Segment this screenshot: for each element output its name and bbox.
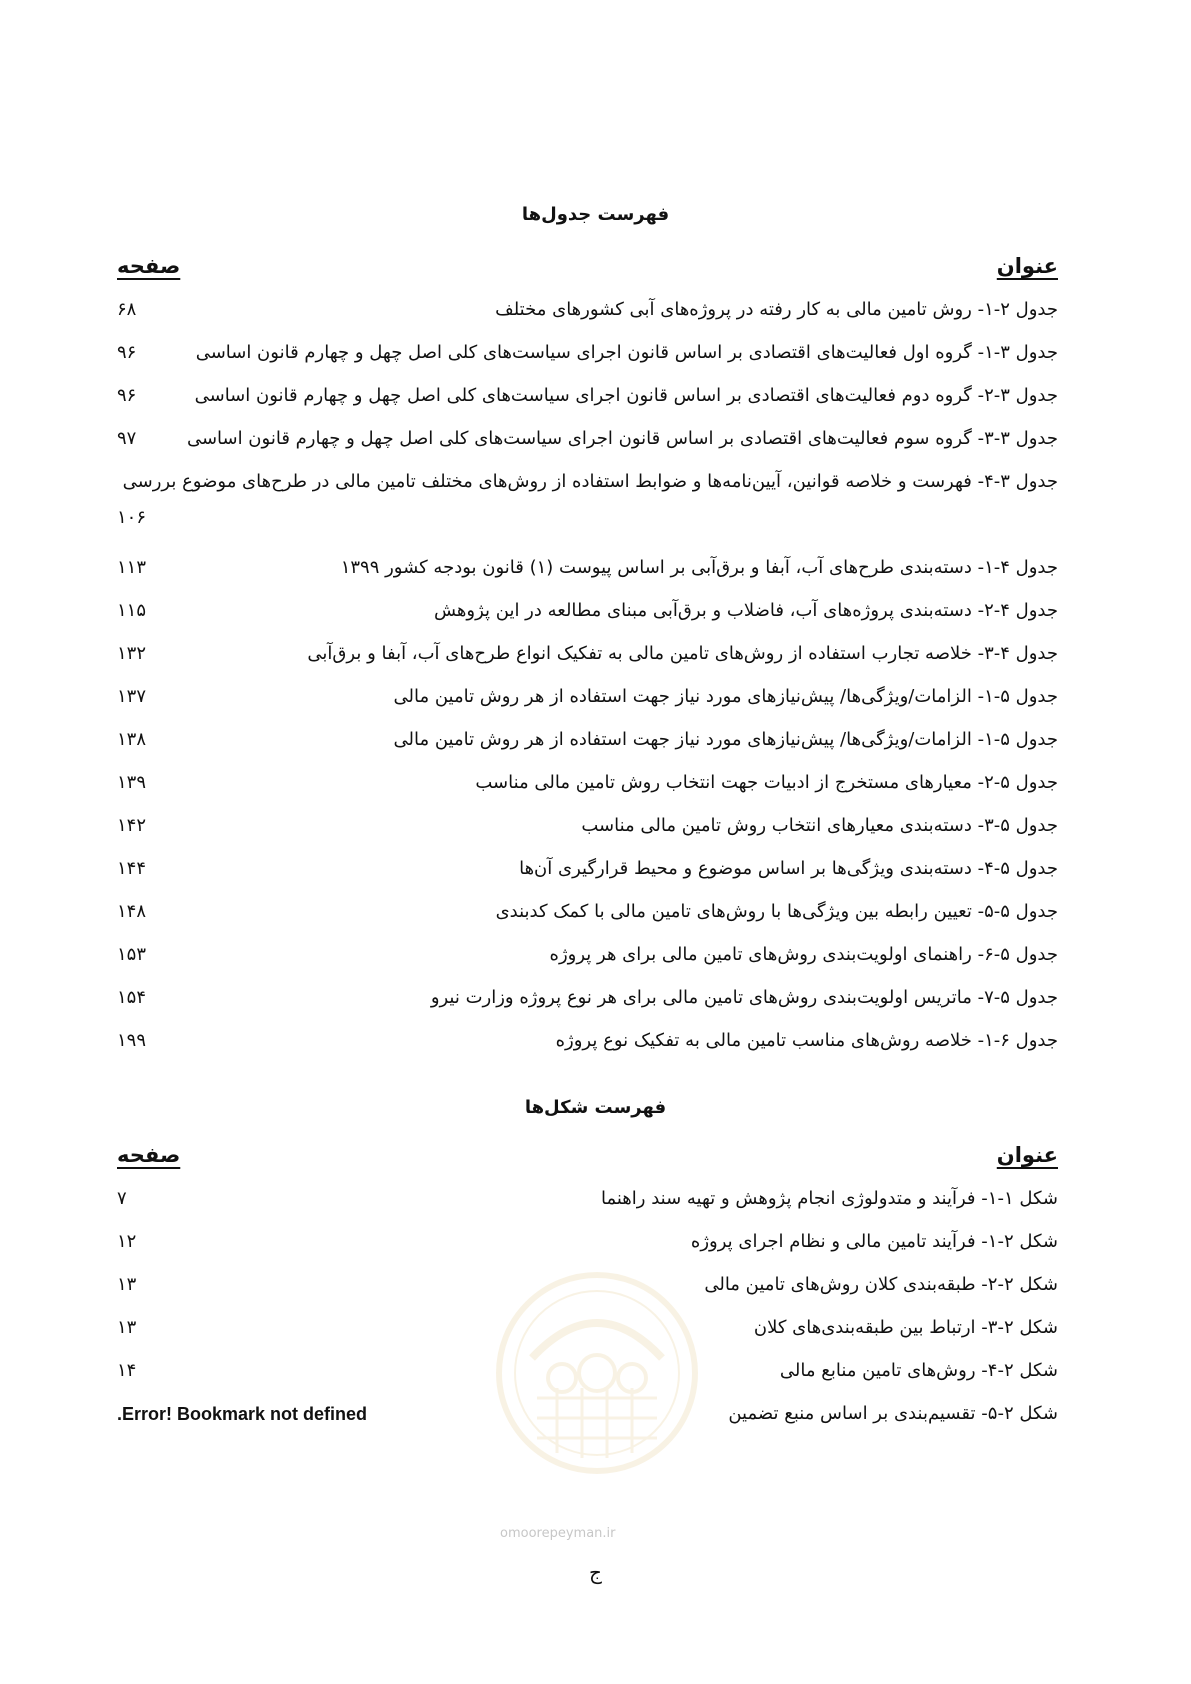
figures-col-page: صفحه xyxy=(117,1143,181,1167)
entry-page: ۱۰۶ xyxy=(117,507,147,528)
tables-heading: فهرست جدول‌ها xyxy=(521,204,670,225)
entry-page: ۱۴۸ xyxy=(117,901,147,922)
figures-col-title: عنوان xyxy=(996,1143,1058,1167)
table-entry[interactable] xyxy=(117,340,1058,380)
table-entry[interactable] xyxy=(117,985,1058,1025)
page-number: ج xyxy=(589,1560,602,1584)
entry-title: جدول ۵-۵- تعیین رابطه بین ویژگی‌ها با روش‌های تامین مالی با کمک کدبندی xyxy=(495,901,1058,922)
figure-entry[interactable] xyxy=(117,1315,1058,1355)
figure-entry[interactable] xyxy=(117,1401,1058,1441)
figure-entry[interactable] xyxy=(117,1229,1058,1269)
entry-page: ۱۱۳ xyxy=(117,557,147,578)
entry-title: جدول ۳-۱- گروه اول فعالیت‌های اقتصادی بر اساس قانون اجرای سیاست‌های کلی اصل چهل و چهارم قانون اساسی xyxy=(195,342,1058,363)
entry-title: جدول ۳-۴- فهرست و خلاصه قوانین، آیین‌نامه‌ها و ضوابط استفاده از روش‌های مختلف تامین مالی در طرح‌های موضوع بررسی xyxy=(122,471,1058,492)
watermark-url: omoorepeyman.ir xyxy=(500,1526,616,1541)
entry-page: ۱۴ xyxy=(117,1360,137,1381)
entry-page: ۱۹۹ xyxy=(117,1030,147,1051)
entry-title: شکل ۱-۱- فرآیند و متدولوژی انجام پژوهش و تهیه سند راهنما xyxy=(600,1188,1058,1209)
tables-col-title: عنوان xyxy=(996,254,1058,278)
figure-entry[interactable] xyxy=(117,1358,1058,1398)
entry-page: ۷ xyxy=(117,1188,127,1209)
entry-page: ۱۳ xyxy=(117,1274,137,1295)
table-entry[interactable] xyxy=(117,641,1058,681)
entry-title: جدول ۵-۴- دسته‌بندی ویژگی‌ها بر اساس موضوع و محیط قرارگیری آن‌ها xyxy=(519,858,1058,879)
table-entry[interactable] xyxy=(117,770,1058,810)
entry-page: ۹۶ xyxy=(117,342,137,363)
entry-title: جدول ۴-۲- دسته‌بندی پروژه‌های آب، فاضلاب و برق‌آبی مبنای مطالعه در این پژوهش xyxy=(433,600,1058,621)
entry-page: ۱۴۲ xyxy=(117,815,147,836)
figure-entry[interactable] xyxy=(117,1186,1058,1226)
entry-title: جدول ۴-۱- دسته‌بندی طرح‌های آب، آبفا و برق‌آبی بر اساس پیوست (۱) قانون بودجه کشور ۱۳۹۹ xyxy=(340,557,1058,578)
table-entry[interactable] xyxy=(117,813,1058,853)
entry-title: جدول ۵-۲- معیارهای مستخرج از ادبیات جهت انتخاب روش تامین مالی مناسب xyxy=(475,772,1058,793)
entry-title: جدول ۴-۳- خلاصه تجارب استفاده از روش‌های تامین مالی به تفکیک انواع طرح‌های آب، آبفا و برق‌آبی xyxy=(307,643,1058,664)
table-entry[interactable] xyxy=(117,684,1058,724)
entry-page: ۶۸ xyxy=(117,299,137,320)
entry-page: ۱۳۹ xyxy=(117,772,147,793)
table-entry[interactable] xyxy=(117,297,1058,337)
entry-page-error: Error! Bookmark not defined. xyxy=(117,1404,368,1424)
entry-title: جدول ۳-۲- گروه دوم فعالیت‌های اقتصادی بر اساس قانون اجرای سیاست‌های کلی اصل چهل و چهارم قانون اساسی xyxy=(194,385,1058,406)
entry-page: ۱۳۲ xyxy=(117,643,147,664)
entry-page: ۱۳ xyxy=(117,1317,137,1338)
entry-page: ۱۳۷ xyxy=(117,686,147,707)
figure-entry[interactable] xyxy=(117,1272,1058,1312)
entry-title: جدول ۲-۱- روش تامین مالی به کار رفته در پروژه‌های آبی کشورهای مختلف xyxy=(495,299,1058,320)
table-entry[interactable] xyxy=(117,899,1058,939)
entry-page: ۹۶ xyxy=(117,385,137,406)
table-entry[interactable] xyxy=(117,459,1058,545)
entry-title: جدول ۵-۱- الزامات/ویژگی‌ها/ پیش‌نیازهای مورد نیاز جهت استفاده از هر روش تامین مالی xyxy=(393,686,1058,707)
entry-page: ۱۳۸ xyxy=(117,729,147,750)
entry-title: شکل ۲-۵- تقسیم‌بندی بر اساس منبع تضمین xyxy=(728,1403,1058,1424)
table-entry[interactable] xyxy=(117,383,1058,423)
entry-title: شکل ۲-۳- ارتباط بین طبقه‌بندی‌های کلان xyxy=(753,1317,1058,1338)
entry-title: شکل ۲-۱- فرآیند تامین مالی و نظام اجرای پروژه xyxy=(690,1231,1058,1252)
entry-title: شکل ۲-۲- طبقه‌بندی کلان روش‌های تامین مالی xyxy=(704,1274,1058,1295)
table-entry[interactable] xyxy=(117,555,1058,595)
table-entry[interactable] xyxy=(117,856,1058,896)
entry-title: شکل ۲-۴- روش‌های تامین منابع مالی xyxy=(779,1360,1058,1381)
entry-page: ۱۵۴ xyxy=(117,987,147,1008)
entry-page: ۹۷ xyxy=(117,428,137,449)
table-entry[interactable] xyxy=(117,598,1058,638)
table-entry[interactable] xyxy=(117,942,1058,982)
entry-title: جدول ۵-۳- دسته‌بندی معیارهای انتخاب روش تامین مالی مناسب xyxy=(581,815,1058,836)
tables-col-page: صفحه xyxy=(117,254,181,278)
entry-title: جدول ۶-۱- خلاصه روش‌های مناسب تامین مالی به تفکیک نوع پروژه xyxy=(555,1030,1058,1051)
entry-page: ۱۴۴ xyxy=(117,858,147,879)
entry-page: ۱۵۳ xyxy=(117,944,147,965)
table-entry[interactable] xyxy=(117,1028,1058,1068)
entry-title: جدول ۵-۶- راهنمای اولویت‌بندی روش‌های تامین مالی برای هر پروژه xyxy=(549,944,1058,965)
table-entry[interactable] xyxy=(117,727,1058,767)
figures-heading: فهرست شکل‌ها xyxy=(524,1097,667,1118)
entry-page: ۱۱۵ xyxy=(117,600,147,621)
entry-title: جدول ۵-۱- الزامات/ویژگی‌ها/ پیش‌نیازهای مورد نیاز جهت استفاده از هر روش تامین مالی xyxy=(393,729,1058,750)
entry-title: جدول ۵-۷- ماتریس اولویت‌بندی روش‌های تامین مالی برای هر نوع پروژه وزارت نیرو xyxy=(430,987,1058,1008)
entry-title: جدول ۳-۳- گروه سوم فعالیت‌های اقتصادی بر اساس قانون اجرای سیاست‌های کلی اصل چهل و چهارم قانون اساسی xyxy=(186,428,1058,449)
entry-page: ۱۲ xyxy=(117,1231,137,1252)
